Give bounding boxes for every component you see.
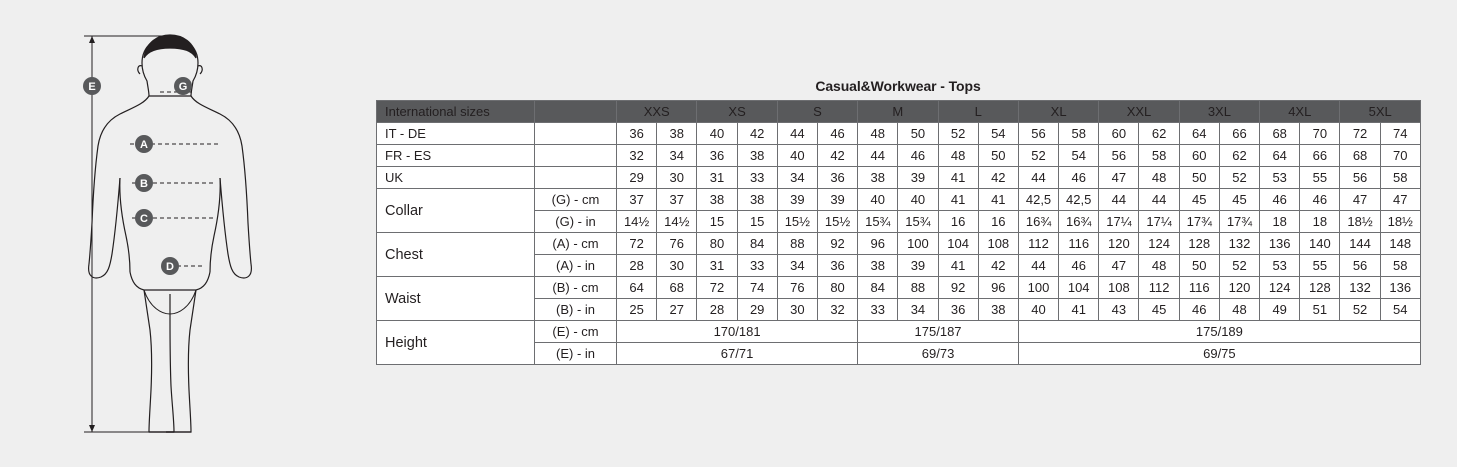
cell: 140 [1300, 233, 1340, 255]
row-label-collar: Collar [377, 189, 535, 233]
cell: 136 [1380, 277, 1420, 299]
cell: 112 [1139, 277, 1179, 299]
cell: 108 [978, 233, 1018, 255]
cell: 116 [1059, 233, 1099, 255]
cell: 68 [1340, 145, 1380, 167]
cell: 64 [1260, 145, 1300, 167]
cell: 47 [1340, 189, 1380, 211]
cell: 42 [817, 145, 857, 167]
cell: 120 [1099, 233, 1139, 255]
row-unit-waist-cm: (B) - cm [535, 277, 617, 299]
cell: 62 [1139, 123, 1179, 145]
cell: 72 [617, 233, 657, 255]
cell: 80 [817, 277, 857, 299]
table-title: Casual&Workwear - Tops [815, 78, 981, 94]
cell: 52 [1018, 145, 1058, 167]
cell: 41 [978, 189, 1018, 211]
cell: 52 [1340, 299, 1380, 321]
row-label-height: Height [377, 321, 535, 365]
header-size-3xl: 3XL [1179, 101, 1259, 123]
cell: 116 [1179, 277, 1219, 299]
cell: 39 [898, 167, 938, 189]
cell: 128 [1179, 233, 1219, 255]
header-size-5xl: 5XL [1340, 101, 1420, 123]
cell: 38 [737, 145, 777, 167]
cell: 17¾ [1219, 211, 1259, 233]
cell: 45 [1179, 189, 1219, 211]
cell: 49 [1260, 299, 1300, 321]
header-size-m: M [858, 101, 938, 123]
cell: 47 [1099, 167, 1139, 189]
cell: 15 [697, 211, 737, 233]
cell: 34 [898, 299, 938, 321]
table-row [377, 167, 1421, 189]
cell: 96 [858, 233, 898, 255]
cell: 148 [1380, 233, 1420, 255]
cell: 36 [817, 167, 857, 189]
cell: 53 [1260, 255, 1300, 277]
cell-height-group: 67/71 [617, 343, 858, 365]
cell: 18 [1260, 211, 1300, 233]
cell: 52 [1219, 255, 1259, 277]
row-unit-height-cm: (E) - cm [535, 321, 617, 343]
cell: 52 [1219, 167, 1259, 189]
header-international-sizes: International sizes [377, 101, 535, 123]
cell: 92 [817, 233, 857, 255]
svg-text:C: C [140, 213, 148, 225]
cell: 60 [1179, 145, 1219, 167]
cell: 100 [1018, 277, 1058, 299]
cell: 32 [817, 299, 857, 321]
cell: 31 [697, 167, 737, 189]
cell: 15¾ [898, 211, 938, 233]
cell: 48 [1139, 255, 1179, 277]
cell: 38 [697, 189, 737, 211]
cell: 88 [898, 277, 938, 299]
cell: 68 [1260, 123, 1300, 145]
cell: 74 [1380, 123, 1420, 145]
header-unit-blank [535, 101, 617, 123]
cell: 44 [858, 145, 898, 167]
cell: 46 [1179, 299, 1219, 321]
cell: 40 [697, 123, 737, 145]
cell: 66 [1300, 145, 1340, 167]
header-size-xxl: XXL [1099, 101, 1179, 123]
cell: 55 [1300, 167, 1340, 189]
row-unit-fr-es [535, 145, 617, 167]
cell: 52 [938, 123, 978, 145]
cell: 39 [817, 189, 857, 211]
cell: 37 [617, 189, 657, 211]
cell: 104 [938, 233, 978, 255]
cell: 44 [1018, 167, 1058, 189]
cell-height-group: 170/181 [617, 321, 858, 343]
cell: 50 [898, 123, 938, 145]
cell: 68 [657, 277, 697, 299]
cell: 70 [1380, 145, 1420, 167]
cell: 51 [1300, 299, 1340, 321]
cell: 18½ [1380, 211, 1420, 233]
cell: 41 [938, 167, 978, 189]
header-size-xxs: XXS [617, 101, 697, 123]
cell: 14½ [657, 211, 697, 233]
svg-text:B: B [140, 178, 148, 190]
cell: 33 [737, 255, 777, 277]
cell: 56 [1340, 255, 1380, 277]
cell: 16¾ [1018, 211, 1058, 233]
cell: 15½ [817, 211, 857, 233]
cell: 36 [817, 255, 857, 277]
cell: 48 [938, 145, 978, 167]
cell: 30 [657, 167, 697, 189]
svg-text:E: E [88, 81, 96, 93]
cell: 41 [1059, 299, 1099, 321]
cell: 37 [657, 189, 697, 211]
cell: 29 [737, 299, 777, 321]
cell: 46 [1059, 255, 1099, 277]
cell: 56 [1018, 123, 1058, 145]
svg-text:A: A [140, 139, 148, 151]
cell: 55 [1300, 255, 1340, 277]
cell: 104 [1059, 277, 1099, 299]
cell: 42,5 [1018, 189, 1058, 211]
table-row [377, 277, 1421, 299]
size-table-section [376, 78, 1420, 365]
cell: 25 [617, 299, 657, 321]
header-size-xs: XS [697, 101, 777, 123]
cell: 36 [938, 299, 978, 321]
cell-height-group: 69/75 [1018, 343, 1420, 365]
cell: 34 [777, 167, 817, 189]
cell: 46 [1260, 189, 1300, 211]
cell: 38 [978, 299, 1018, 321]
row-unit-collar-in: (G) - in [535, 211, 617, 233]
cell: 28 [697, 299, 737, 321]
table-row [377, 321, 1421, 343]
table-row [377, 233, 1421, 255]
cell: 36 [697, 145, 737, 167]
cell-height-group: 175/187 [858, 321, 1019, 343]
cell: 132 [1219, 233, 1259, 255]
cell: 34 [657, 145, 697, 167]
cell: 42 [737, 123, 777, 145]
row-label-waist: Waist [377, 277, 535, 321]
cell: 84 [858, 277, 898, 299]
cell: 84 [737, 233, 777, 255]
cell: 38 [737, 189, 777, 211]
cell: 15¾ [858, 211, 898, 233]
cell: 80 [697, 233, 737, 255]
cell: 15½ [777, 211, 817, 233]
cell: 33 [858, 299, 898, 321]
cell: 16 [978, 211, 1018, 233]
svg-text:D: D [166, 261, 174, 273]
cell: 44 [1099, 189, 1139, 211]
cell: 29 [617, 167, 657, 189]
cell: 54 [978, 123, 1018, 145]
cell: 47 [1099, 255, 1139, 277]
cell: 132 [1340, 277, 1380, 299]
row-unit-collar-cm: (G) - cm [535, 189, 617, 211]
cell: 92 [938, 277, 978, 299]
cell: 33 [737, 167, 777, 189]
cell: 45 [1219, 189, 1259, 211]
cell: 17¾ [1179, 211, 1219, 233]
cell: 50 [978, 145, 1018, 167]
cell: 62 [1219, 145, 1259, 167]
cell: 124 [1260, 277, 1300, 299]
row-unit-it-de [535, 123, 617, 145]
cell: 30 [657, 255, 697, 277]
cell: 48 [858, 123, 898, 145]
cell: 124 [1139, 233, 1179, 255]
cell: 88 [777, 233, 817, 255]
cell: 100 [898, 233, 938, 255]
cell: 46 [817, 123, 857, 145]
cell: 74 [737, 277, 777, 299]
header-size-4xl: 4XL [1260, 101, 1340, 123]
cell: 144 [1340, 233, 1380, 255]
cell: 36 [617, 123, 657, 145]
row-label-uk: UK [377, 167, 535, 189]
cell: 38 [858, 167, 898, 189]
cell: 41 [938, 255, 978, 277]
cell: 72 [1340, 123, 1380, 145]
cell-height-group: 69/73 [858, 343, 1019, 365]
cell: 120 [1219, 277, 1259, 299]
cell: 76 [777, 277, 817, 299]
cell: 42 [978, 255, 1018, 277]
cell: 96 [978, 277, 1018, 299]
cell: 58 [1380, 255, 1420, 277]
cell: 28 [617, 255, 657, 277]
cell: 30 [777, 299, 817, 321]
cell: 17¼ [1099, 211, 1139, 233]
header-size-l: L [938, 101, 1018, 123]
cell: 70 [1300, 123, 1340, 145]
cell: 40 [898, 189, 938, 211]
cell: 64 [1179, 123, 1219, 145]
cell: 112 [1018, 233, 1058, 255]
cell: 38 [858, 255, 898, 277]
cell: 54 [1380, 299, 1420, 321]
cell: 56 [1340, 167, 1380, 189]
cell: 46 [1059, 167, 1099, 189]
cell: 45 [1139, 299, 1179, 321]
cell: 39 [898, 255, 938, 277]
cell: 66 [1219, 123, 1259, 145]
row-unit-waist-in: (B) - in [535, 299, 617, 321]
cell: 58 [1139, 145, 1179, 167]
cell: 18 [1300, 211, 1340, 233]
cell: 38 [657, 123, 697, 145]
cell: 44 [777, 123, 817, 145]
cell: 39 [777, 189, 817, 211]
cell: 58 [1380, 167, 1420, 189]
header-size-xl: XL [1018, 101, 1098, 123]
cell: 54 [1059, 145, 1099, 167]
header-size-s: S [777, 101, 857, 123]
cell: 48 [1139, 167, 1179, 189]
cell: 128 [1300, 277, 1340, 299]
row-label-it-de: IT - DE [377, 123, 535, 145]
cell: 40 [858, 189, 898, 211]
cell: 44 [1139, 189, 1179, 211]
cell: 17¼ [1139, 211, 1179, 233]
cell: 44 [1018, 255, 1058, 277]
cell: 50 [1179, 167, 1219, 189]
cell: 15 [737, 211, 777, 233]
cell: 14½ [617, 211, 657, 233]
svg-text:G: G [178, 81, 188, 93]
cell: 32 [617, 145, 657, 167]
cell: 18½ [1340, 211, 1380, 233]
cell: 46 [1300, 189, 1340, 211]
table-header-row [377, 101, 1421, 123]
cell: 16 [938, 211, 978, 233]
cell: 40 [777, 145, 817, 167]
cell: 56 [1099, 145, 1139, 167]
cell: 47 [1380, 189, 1420, 211]
row-unit-chest-cm: (A) - cm [535, 233, 617, 255]
cell: 50 [1179, 255, 1219, 277]
cell: 64 [617, 277, 657, 299]
row-label-chest: Chest [377, 233, 535, 277]
row-unit-chest-in: (A) - in [535, 255, 617, 277]
cell: 40 [1018, 299, 1058, 321]
cell: 42,5 [1059, 189, 1099, 211]
cell: 136 [1260, 233, 1300, 255]
table-row [377, 189, 1421, 211]
cell: 43 [1099, 299, 1139, 321]
cell: 31 [697, 255, 737, 277]
cell: 27 [657, 299, 697, 321]
body-measurement-diagram [70, 18, 310, 448]
cell: 42 [978, 167, 1018, 189]
cell: 72 [697, 277, 737, 299]
row-unit-uk [535, 167, 617, 189]
cell: 53 [1260, 167, 1300, 189]
cell: 16¾ [1059, 211, 1099, 233]
row-label-fr-es: FR - ES [377, 145, 535, 167]
row-unit-height-in: (E) - in [535, 343, 617, 365]
table-row [377, 123, 1421, 145]
table-row [377, 145, 1421, 167]
cell-height-group: 175/189 [1018, 321, 1420, 343]
cell: 58 [1059, 123, 1099, 145]
cell: 108 [1099, 277, 1139, 299]
cell: 76 [657, 233, 697, 255]
cell: 48 [1219, 299, 1259, 321]
cell: 41 [938, 189, 978, 211]
size-table [376, 100, 1421, 365]
cell: 34 [777, 255, 817, 277]
cell: 46 [898, 145, 938, 167]
cell: 60 [1099, 123, 1139, 145]
